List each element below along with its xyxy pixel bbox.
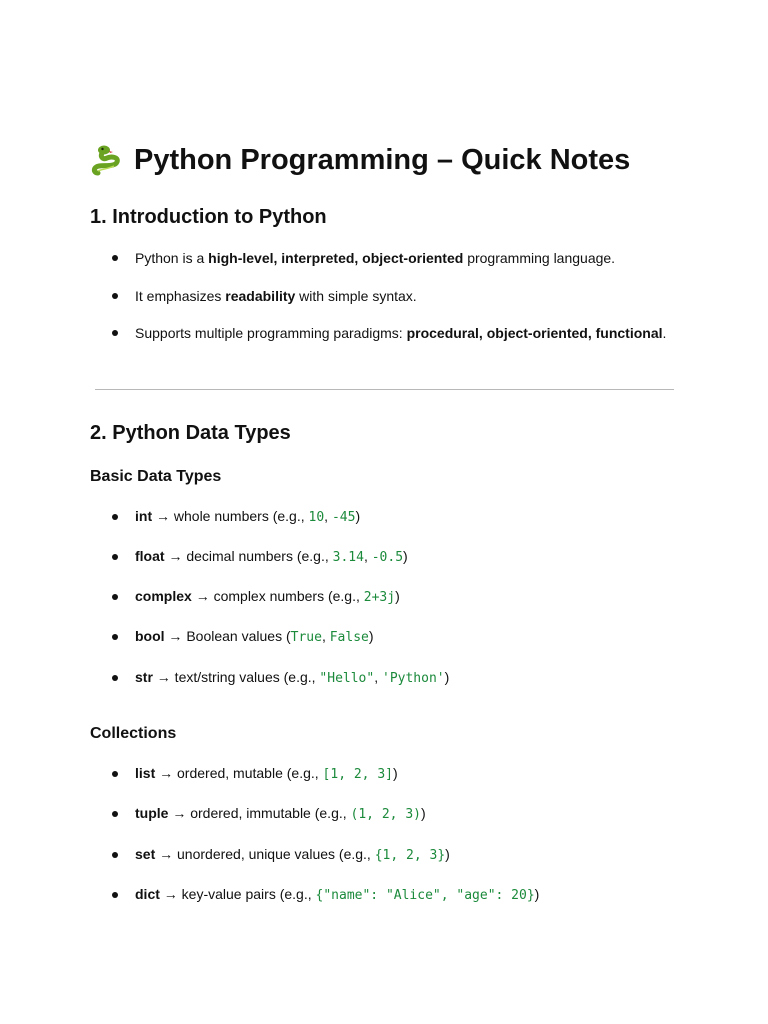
- section-heading-introduction: 1. Introduction to Python: [90, 206, 327, 228]
- code-example: "Hello": [319, 671, 375, 686]
- bullet-icon: [112, 330, 118, 336]
- code-example: {1, 2, 3}: [374, 848, 446, 863]
- code-example: 'Python': [382, 671, 445, 686]
- closing-paren: ): [444, 669, 450, 685]
- bullet-icon: [112, 554, 118, 560]
- type-name: list: [135, 765, 156, 781]
- type-description: → key-value pairs (e.g.,: [159, 886, 316, 902]
- type-description: → ordered, mutable (e.g.,: [155, 765, 323, 781]
- list-item: [112, 546, 408, 568]
- snake-icon: [90, 142, 126, 178]
- bullet-icon: [112, 293, 118, 299]
- code-example: False: [329, 630, 369, 645]
- list-item-text: programming language.: [463, 250, 616, 266]
- list-item-text: Supports multiple programming paradigms:: [135, 325, 407, 341]
- code-example: -45: [331, 510, 356, 525]
- type-description: → decimal numbers (e.g.,: [164, 548, 333, 564]
- type-name: complex: [135, 588, 192, 604]
- separator: ,: [363, 548, 372, 564]
- closing-paren: ): [395, 588, 400, 604]
- type-description: → Boolean values (: [164, 628, 291, 644]
- code-example: 10: [308, 510, 325, 525]
- section-divider: [95, 389, 674, 390]
- type-name: set: [135, 846, 156, 862]
- page-title: [90, 140, 630, 180]
- list-item-bold-text: high-level, interpreted, object-oriented: [208, 250, 464, 266]
- type-name: int: [135, 508, 153, 524]
- list-item-bold-text: procedural, object-oriented, functional: [406, 325, 663, 341]
- type-description: → complex numbers (e.g.,: [191, 588, 364, 604]
- closing-paren: ): [420, 805, 426, 821]
- type-description: → text/string values (e.g.,: [152, 669, 320, 685]
- list-item-text: It emphasizes: [135, 288, 226, 304]
- type-name: str: [135, 669, 153, 685]
- code-example: True: [290, 630, 322, 645]
- separator: ,: [321, 628, 330, 644]
- bullet-icon: [112, 892, 118, 898]
- bullet-icon: [112, 675, 118, 681]
- list-item: [112, 248, 615, 268]
- closing-paren: ): [445, 846, 450, 862]
- separator: ,: [324, 508, 332, 524]
- closing-paren: ): [403, 548, 408, 564]
- list-item: [112, 323, 666, 343]
- bullet-icon: [112, 771, 118, 777]
- type-description: → whole numbers (e.g.,: [152, 508, 309, 524]
- list-item: [112, 626, 374, 648]
- type-description: → ordered, immutable (e.g.,: [168, 805, 351, 821]
- list-item: [112, 667, 449, 689]
- list-item-text: Python is a: [135, 250, 209, 266]
- bullet-icon: [112, 594, 118, 600]
- code-example: 2+3j: [363, 590, 396, 605]
- code-example: 3.14: [332, 550, 364, 565]
- type-description: → unordered, unique values (e.g.,: [155, 846, 375, 862]
- bullet-icon: [112, 514, 118, 520]
- type-name: tuple: [135, 805, 169, 821]
- list-item: [112, 884, 539, 906]
- page-title-text: Python Programming – Quick Notes: [134, 144, 631, 176]
- bullet-icon: [112, 634, 118, 640]
- list-item: [112, 803, 426, 825]
- code-example: {"name": "Alice", "age": 20}: [315, 888, 535, 903]
- list-item: [112, 286, 417, 306]
- code-example: -0.5: [371, 550, 404, 565]
- closing-paren: ): [534, 886, 540, 902]
- list-item-bold-text: readability: [225, 288, 296, 304]
- closing-paren: ): [393, 765, 398, 781]
- separator: ,: [374, 669, 382, 685]
- bullet-icon: [112, 811, 118, 817]
- type-name: dict: [135, 886, 160, 902]
- type-name: bool: [135, 628, 165, 644]
- list-item: [112, 844, 450, 866]
- type-name: float: [135, 548, 165, 564]
- bullet-icon: [112, 852, 118, 858]
- closing-paren: ): [368, 628, 374, 644]
- list-item: [112, 586, 400, 608]
- section-heading-data-types: 2. Python Data Types: [90, 422, 291, 444]
- code-example: [1, 2, 3]: [322, 767, 393, 782]
- list-item-text: .: [662, 325, 667, 341]
- list-item: [112, 763, 398, 785]
- closing-paren: ): [355, 508, 361, 524]
- subheading-basic-data-types: Basic Data Types: [90, 468, 222, 485]
- list-item-text: with simple syntax.: [295, 288, 417, 304]
- subheading-collections: Collections: [90, 725, 177, 742]
- code-example: (1, 2, 3): [350, 807, 421, 822]
- list-item: [112, 506, 360, 528]
- bullet-icon: [112, 255, 118, 261]
